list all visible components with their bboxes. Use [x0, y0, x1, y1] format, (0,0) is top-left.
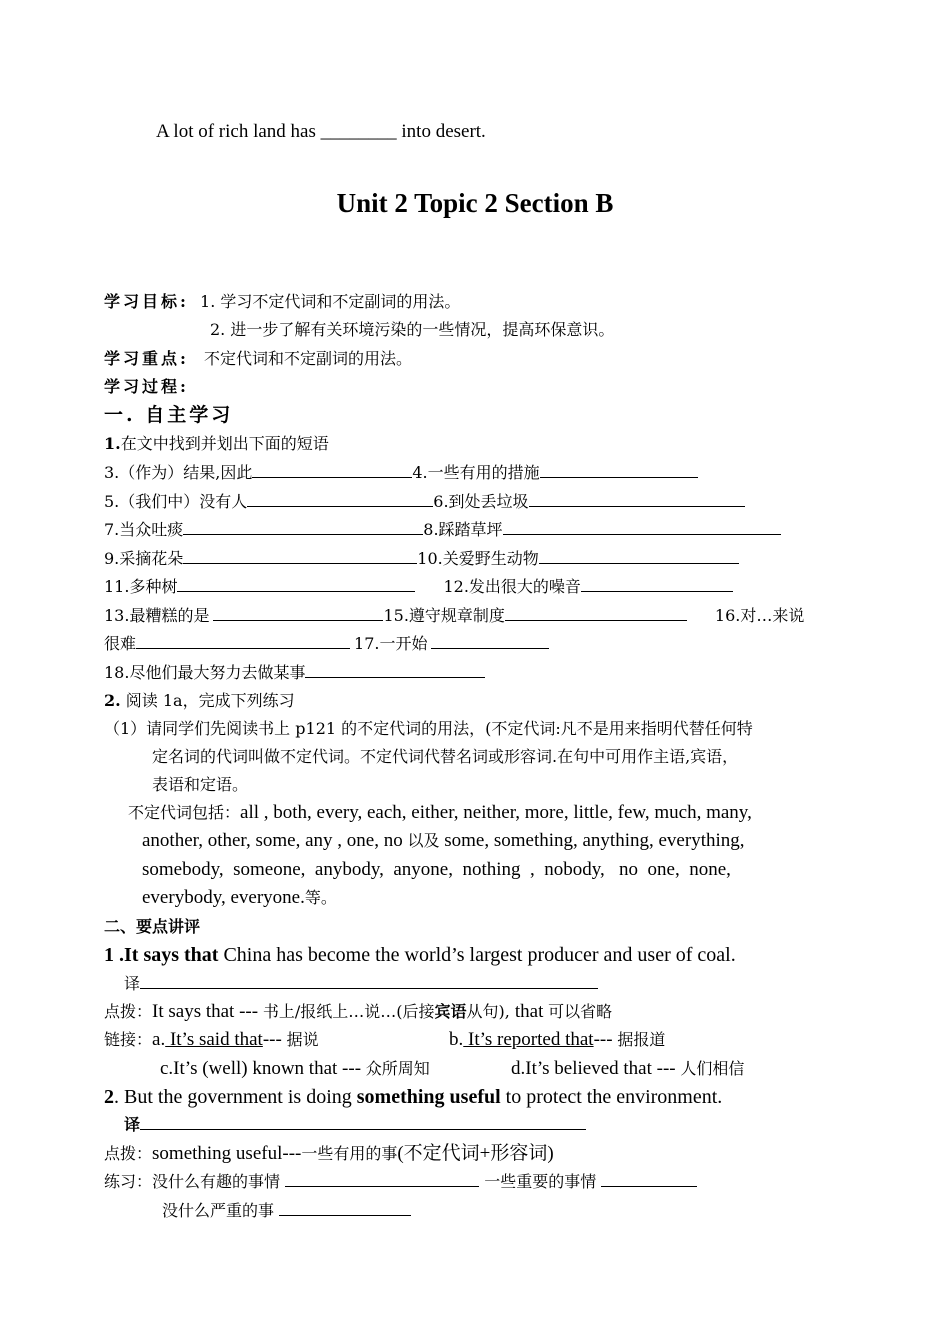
- point1-tip-label: 点拨：: [104, 1002, 153, 1021]
- phrase-17: 17.一开始: [354, 634, 428, 653]
- pron-line-4: [142, 886, 337, 910]
- point1-link-a-prefix: a.: [152, 1029, 166, 1050]
- task1-line: [104, 432, 329, 456]
- phrase-row-9-10: [104, 547, 739, 571]
- phrase-11-blank[interactable]: [177, 575, 415, 592]
- focus-row: [104, 347, 412, 371]
- task2-num: 2.: [104, 691, 121, 710]
- pron-line-3: somebody, someone, anybody, anyone, nothing , nobody, no one, none,: [142, 859, 731, 880]
- point1-num: 1 .: [104, 944, 124, 966]
- phrase-8-blank[interactable]: [503, 518, 781, 535]
- point1-link-b-rest: ---: [593, 1029, 618, 1050]
- point2-practice-row-1: [104, 1170, 697, 1194]
- point1-tip: [104, 1000, 612, 1024]
- read-note-line-2: 定名词的代词叫做不定代词。不定代词代替名词或形容词.在句中可用作主语,宾语，: [152, 747, 739, 766]
- focus-text: 不定代词和不定副词的用法。: [204, 349, 413, 368]
- section1-heading: 一. 自主学习: [104, 404, 234, 426]
- point1-tip-cn3: 可以省略: [548, 1002, 613, 1021]
- phrase-15-blank[interactable]: [505, 604, 687, 621]
- page-title: Unit 2 Topic 2 Section B: [336, 188, 614, 218]
- phrase-9: 9.采摘花朵: [104, 549, 184, 568]
- phrase-row-18: [104, 661, 485, 685]
- point2-practice-row-2: [162, 1199, 411, 1223]
- point1-tip-en2: that: [514, 1001, 549, 1022]
- goals-row-1: [104, 290, 460, 314]
- point1-link-d-cn: 人们相信: [680, 1059, 745, 1078]
- phrase-3: 3.（作为）结果,因此: [104, 463, 253, 482]
- phrase-12-blank[interactable]: [581, 575, 733, 592]
- phrase-16-blank[interactable]: [136, 632, 350, 649]
- point1-link-c-row: [160, 1057, 430, 1081]
- point1-link-a-rest: ---: [262, 1029, 287, 1050]
- point1-link-a: It’s said that: [165, 1029, 263, 1050]
- phrase-9-blank[interactable]: [183, 547, 417, 564]
- point1-tip-en: It says that ---: [152, 1001, 263, 1022]
- phrase-7: 7.当众吐痰: [104, 520, 184, 539]
- phrase-11: 11.多种树: [104, 577, 178, 596]
- point1-link-c-cn: 众所周知: [365, 1059, 430, 1078]
- phrase-16-a: 16.对…来说: [714, 606, 805, 625]
- phrase-7-blank[interactable]: [183, 518, 423, 535]
- focus-label: 学习重点:: [104, 349, 189, 368]
- phrase-13: 13.最糟糕的是: [104, 606, 210, 625]
- point2-translate-row: [124, 1113, 586, 1137]
- phrase-row-5-6: [104, 490, 745, 514]
- point2-translate-blank[interactable]: [140, 1113, 586, 1130]
- read-note-line-1: （1）请同学们先阅读书上 p121 的不定代词的用法，(不定代词:凡不是用来指明代替任何特: [104, 719, 753, 738]
- point2-sentence: [104, 1085, 722, 1109]
- point2-practice-1: 没什么有趣的事情: [152, 1172, 286, 1191]
- point1-tip-cn2: 从句),: [466, 1002, 515, 1021]
- point2-practice-2-blank[interactable]: [601, 1170, 697, 1187]
- point1-translate-blank[interactable]: [140, 972, 598, 989]
- phrase-6: 6.到处丢垃圾: [433, 492, 529, 511]
- phrase-15: 15.遵守规章制度: [383, 606, 505, 625]
- point1-link-c: c.It’s (well) known that ---: [160, 1058, 366, 1079]
- phrase-row-16-17: [104, 632, 549, 656]
- phrase-17-blank[interactable]: [431, 632, 549, 649]
- point1-link-b-prefix: b.: [449, 1029, 464, 1050]
- pron-line-4-text: everybody, everyone.: [142, 887, 305, 908]
- process-label: 学习过程:: [104, 377, 189, 396]
- point2-tip-label: 点拨：: [104, 1144, 153, 1163]
- phrase-4-blank[interactable]: [540, 461, 698, 478]
- point1-tip-cn1: 书上/报纸上…说…(后接: [262, 1002, 435, 1021]
- phrase-5-blank[interactable]: [247, 490, 433, 507]
- phrase-10: 10.关爱野生动物: [417, 549, 539, 568]
- point2-practice-3-blank[interactable]: [279, 1199, 411, 1216]
- pron-label: 不定代词包括：: [128, 803, 241, 822]
- phrase-4: 4.一些有用的措施: [412, 463, 540, 482]
- pron-line-2b: 以及: [407, 831, 440, 850]
- point2-practice-1-blank[interactable]: [285, 1170, 479, 1187]
- phrase-row-11-12: [104, 575, 733, 599]
- pron-line-2a: another, other, some, any , one, no: [142, 830, 408, 851]
- section2-heading: 二、要点讲评: [104, 917, 201, 936]
- phrase-6-blank[interactable]: [529, 490, 745, 507]
- point2-tip-en2: (不定代词+形容词): [397, 1143, 554, 1164]
- point1-link-d-row: [511, 1057, 744, 1081]
- point1-link-label: 链接：: [104, 1030, 153, 1049]
- point2-translate-label: 译: [124, 1115, 141, 1134]
- task2-text: 阅读 1a，完成下列练习: [120, 691, 295, 710]
- point1-link-d: d.It’s believed that ---: [511, 1058, 681, 1079]
- task2-line: [104, 689, 295, 713]
- point2-practice-3: 没什么严重的事: [162, 1201, 280, 1220]
- point2-num: 2: [104, 1086, 114, 1108]
- phrase-row-3-4: [104, 461, 698, 485]
- phrase-12: 12.发出很大的噪音: [443, 577, 581, 596]
- phrase-5: 5.（我们中）没有人: [104, 492, 248, 511]
- task1-num: 1.: [104, 434, 121, 453]
- phrase-18: 18.尽他们最大努力去做某事: [104, 663, 306, 682]
- point2-tip-en: something useful---: [152, 1143, 302, 1164]
- phrase-18-blank[interactable]: [305, 661, 485, 678]
- point2-practice-label: 练习：: [104, 1172, 153, 1191]
- point1-translate-label: 译: [124, 974, 141, 993]
- point2-tip-cn: 一些有用的事: [301, 1144, 398, 1163]
- goals-item-1: 1. 学习不定代词和不定副词的用法。: [200, 292, 461, 311]
- point2-rest: to protect the environment.: [500, 1086, 723, 1108]
- point1-rest: China has become the world’s largest producer and user of coal.: [218, 944, 736, 966]
- pron-line-2c: some, something, anything, everything,: [439, 830, 745, 851]
- point2-bold: something useful: [356, 1086, 501, 1108]
- task1-text: 在文中找到并划出下面的短语: [120, 434, 329, 453]
- point1-link-b-row: [449, 1028, 665, 1052]
- phrase-3-blank[interactable]: [252, 461, 412, 478]
- point1-link-a-cn: 据说: [286, 1030, 319, 1049]
- goals-item-2: 2. 进一步了解有关环境污染的一些情况，提高环保意识。: [210, 320, 615, 339]
- phrase-row-13-16: [104, 604, 804, 628]
- point1-sentence: [104, 943, 736, 967]
- phrase-row-7-8: [104, 518, 781, 542]
- phrase-16-b: 很难: [104, 634, 137, 653]
- point2-tip: [104, 1142, 554, 1166]
- goals-label: 学习目标:: [104, 292, 189, 311]
- pron-line-1-text: all , both, every, each, either, neither, more, little, few, much, many,: [240, 802, 752, 823]
- phrase-8: 8.踩踏草坪: [423, 520, 503, 539]
- top-sentence: A lot of rich land has ________ into desert.: [156, 121, 486, 142]
- read-note-line-3: 表语和定语。: [152, 775, 249, 794]
- point1-tip-bold: 宾语: [434, 1002, 467, 1021]
- point2-practice-2: 一些重要的事情: [479, 1172, 602, 1191]
- phrase-10-blank[interactable]: [539, 547, 739, 564]
- pron-line-4-end: 等。: [304, 888, 337, 907]
- phrase-13-blank[interactable]: [213, 604, 383, 621]
- point1-link-b-cn: 据报道: [617, 1030, 666, 1049]
- point1-link-b: It’s reported that: [463, 1029, 594, 1050]
- pron-line-2: [142, 829, 745, 853]
- pron-line-1: [128, 801, 846, 825]
- point1-link-ab: [104, 1028, 319, 1052]
- point2-pre: . But the government is doing: [114, 1086, 357, 1108]
- point1-bold: It says that: [124, 944, 219, 966]
- point1-translate-row: [124, 972, 598, 996]
